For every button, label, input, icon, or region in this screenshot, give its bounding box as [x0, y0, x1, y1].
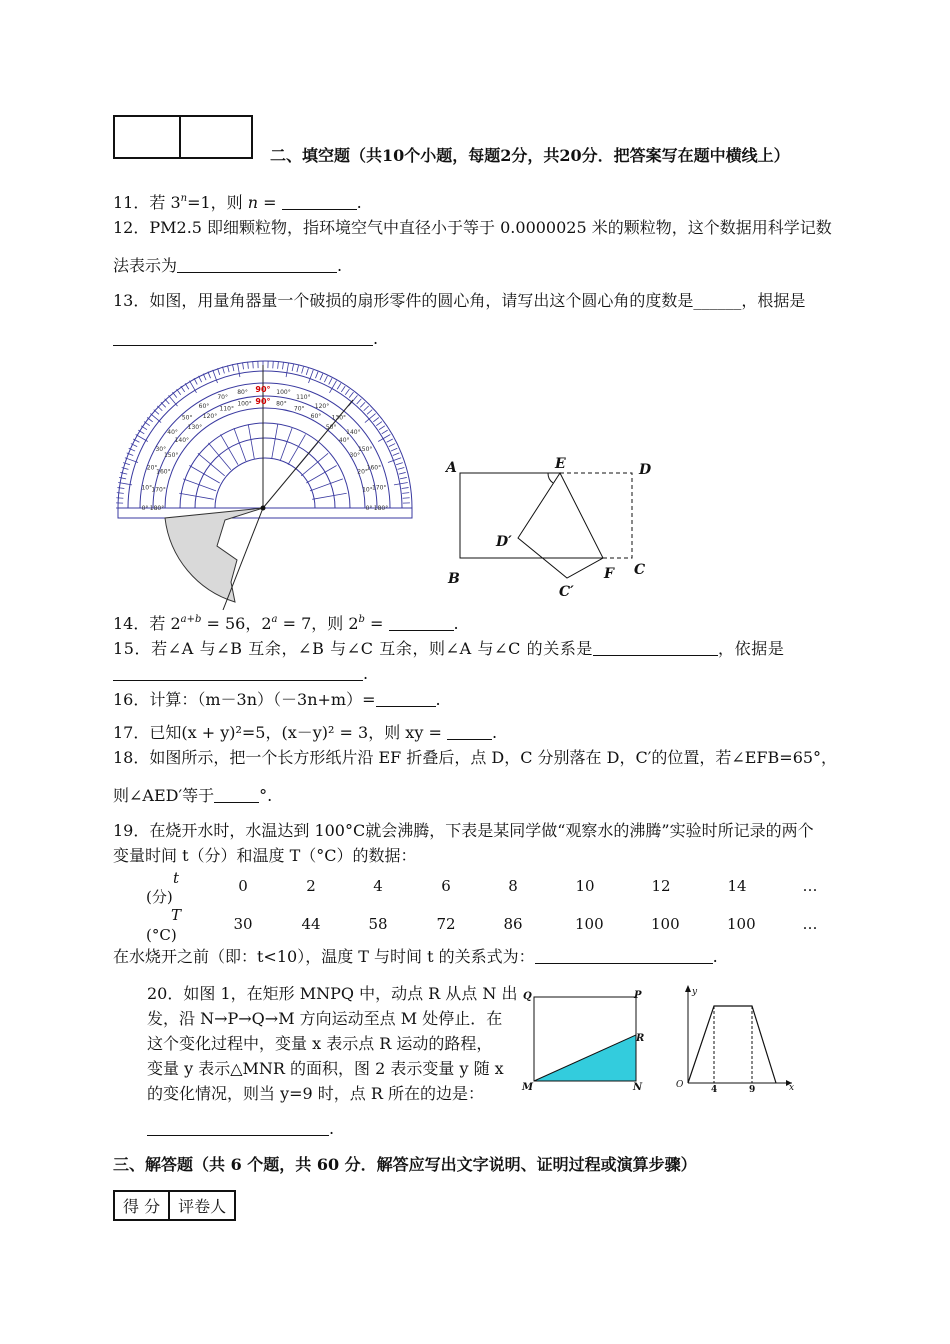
sector-part	[165, 508, 263, 602]
protractor-label: 70°	[293, 405, 305, 413]
question-15-line2: .	[113, 663, 368, 685]
protractor-tick	[389, 444, 395, 447]
table-cell: 2	[306, 877, 316, 895]
label-C: C	[634, 562, 646, 578]
protractor-tick	[237, 363, 239, 377]
protractor-tick	[194, 378, 197, 384]
protractor-label: 0°	[365, 505, 373, 512]
protractor-tick	[394, 482, 408, 484]
svg-text:M: M	[522, 1082, 534, 1093]
protractor-tick	[278, 362, 279, 369]
question-20-line: 这个变化过程中，变量 x 表示点 R 运动的路程，	[147, 1034, 493, 1053]
protractor-spoke	[272, 424, 278, 458]
protractor-label: 140°	[174, 436, 190, 444]
question-18-line1: 18．如图所示，把一个长方形纸片沿 EF 折叠后，点 D，C 分别落在 D，C′的位置，若∠EFB=65°，	[113, 748, 838, 767]
table-t-unit: (分)	[146, 888, 173, 906]
protractor-label: 70°	[217, 394, 228, 402]
protractor-label: 40°	[338, 436, 350, 444]
protractor-label: 80°	[276, 400, 287, 408]
protractor-label: 50°	[181, 414, 193, 422]
question-16: 16．计算：（m－3n）（－3n+m）= .	[113, 690, 441, 709]
question-17: 17．已知(x + y)²=5，(x－y)² = 3，则 xy = .	[113, 723, 498, 742]
protractor-tick	[382, 430, 388, 434]
protractor-label: 180°	[149, 505, 165, 512]
protractor-tick	[357, 399, 362, 404]
protractor-tick	[402, 488, 409, 489]
svg-text:x: x	[789, 1083, 795, 1093]
protractor-label: 160°	[366, 464, 382, 472]
protractor-label: 40°	[167, 429, 178, 437]
protractor-tick	[396, 463, 403, 465]
svg-text:9: 9	[749, 1085, 756, 1095]
svg-text:R: R	[636, 1033, 645, 1044]
protractor-tick	[315, 372, 318, 378]
question-20-line: 发，沿 N→P→Q→M 方向运动至点 M 处停止．在	[147, 1009, 503, 1028]
protractor-label: 90°	[255, 397, 271, 406]
protractor-spoke	[312, 493, 346, 499]
table-cell: 100	[575, 915, 604, 933]
question-18-line2: 则∠AED′等于 °.	[113, 786, 273, 805]
table-T-var: T	[171, 906, 182, 924]
protractor-tick	[367, 410, 372, 415]
question-12-line1: 12．PM2.5 即细颗粒物，指环境空气中直径小于等于 0.0000025 米的颗粒物，这个数据用科学记数	[113, 218, 832, 237]
question-14: 14．若 $2^{a+b} = 56$，$2^a = 7$，则 $2^b$ = .	[113, 614, 459, 633]
question-20-line: 变量 y 表示△MNR 的面积，图 2 表示变量 y 随 x	[147, 1059, 504, 1078]
protractor-tick	[398, 467, 405, 469]
protractor-tick	[117, 493, 124, 494]
protractor-tick	[388, 458, 401, 463]
question-20-line: 的变化情况，则当 y=9 时，点 R 所在的边是：	[147, 1084, 485, 1103]
label-B: B	[448, 571, 460, 587]
protractor-label: 0°	[141, 505, 149, 512]
section3-title: 三、解答题（共 6 个题，共 60 分．解答应写出文字说明、证明过程或演算步骤）	[113, 1155, 697, 1174]
question-19-line3: 在水烧开之前（即：t<10），温度 T 与时间 t 的关系式为： .	[113, 947, 718, 966]
protractor-tick	[400, 477, 407, 478]
protractor-label: 100°	[276, 388, 291, 396]
svg-text:N: N	[633, 1082, 643, 1093]
protractor-tick	[232, 364, 233, 371]
svg-text:Q: Q	[523, 991, 532, 1002]
protractor-tick	[379, 426, 385, 430]
protractor-label: 150°	[163, 452, 179, 459]
protractor-tick	[349, 392, 353, 398]
protractor-tick	[376, 422, 382, 426]
label-E: E	[555, 456, 566, 472]
protractor-tick	[402, 493, 409, 494]
protractor-label: 10°	[362, 486, 373, 494]
table-t-var: t	[173, 869, 180, 887]
protractor-tick	[297, 365, 299, 372]
question-13-line1: 13．如图，用量角器量一个破损的扇形零件的圆心角，请写出这个圆心角的度数是______，根据是	[113, 291, 806, 310]
protractor-tick	[154, 410, 159, 415]
protractor-label: 30°	[155, 446, 167, 453]
protractor-tick	[364, 406, 369, 411]
question-19-line2: 变量时间 t（分）和温度 T（°C）的数据：	[113, 846, 417, 865]
protractor-tick	[161, 402, 166, 407]
protractor-label: 130°	[331, 414, 347, 422]
protractor-label: 110°	[219, 405, 234, 413]
question-19-line1: 19．在烧开水时，水温达到 100°C就会沸腾，下表是某同学做“观察水的沸腾”实验时所记录的两个	[113, 821, 814, 840]
protractor-tick	[373, 417, 379, 421]
protractor-tick	[329, 378, 332, 384]
protractor-tick	[181, 386, 185, 392]
protractor-tick	[120, 472, 127, 474]
table-cell: 6	[441, 877, 451, 895]
protractor-label: 100°	[237, 400, 252, 408]
question-12-line2: 法表示为 .	[113, 256, 343, 275]
protractor-tick	[282, 362, 283, 369]
protractor-label: 170°	[371, 484, 387, 492]
protractor-tick	[208, 372, 211, 378]
question-13-line2: .	[113, 328, 378, 350]
table-cell: 12	[651, 877, 671, 895]
protractor-tick	[324, 376, 327, 382]
score-box	[113, 115, 253, 159]
protractor-label: 120°	[314, 402, 330, 410]
protractor-label: 150°	[357, 446, 373, 453]
table-cell: 14	[727, 877, 747, 895]
table-cell: 44	[301, 915, 321, 933]
score-table	[113, 1190, 236, 1221]
question-15-line1: 15．若∠A 与∠B 互余，∠B 与∠C 互余，则∠A 与∠C 的关系是 ，依据是	[113, 639, 785, 658]
protractor-tick	[306, 368, 308, 375]
protractor-figure	[113, 360, 418, 610]
protractor-tick	[393, 453, 399, 456]
q20-figure2	[670, 980, 805, 1095]
protractor-tick	[199, 376, 202, 382]
protractor-tick	[399, 472, 406, 474]
fold-figure	[440, 450, 665, 605]
protractor-spoke	[310, 479, 343, 491]
label-D-prime: D′	[496, 534, 512, 550]
label-F: F	[604, 566, 614, 582]
protractor-tick	[185, 383, 189, 389]
protractor-tick	[337, 383, 341, 389]
protractor-label: 60°	[310, 413, 322, 421]
protractor-tick	[117, 488, 124, 489]
table-cell: …	[802, 915, 818, 933]
table-cell: 100	[651, 915, 680, 933]
table-cell: …	[802, 877, 818, 895]
protractor-spoke	[183, 479, 216, 491]
svg-text:4: 4	[711, 1085, 718, 1095]
table-cell: 72	[436, 915, 456, 933]
protractor-spoke	[280, 428, 292, 461]
table-T-unit: (°C)	[146, 926, 177, 944]
protractor-label: 20°	[357, 468, 368, 476]
protractor-tick	[136, 435, 148, 442]
protractor-tick	[391, 448, 397, 451]
table-cell: 10	[575, 877, 595, 895]
protractor-tick	[157, 406, 162, 411]
svg-text:O: O	[676, 1080, 684, 1090]
protractor-label: 110°	[296, 394, 311, 402]
protractor-tick	[345, 389, 349, 395]
protractor-label: 50°	[325, 423, 337, 431]
table-cell: 8	[508, 877, 518, 895]
protractor-tick	[203, 374, 206, 380]
protractor-tick	[292, 364, 293, 371]
grader-cell: 评卷人	[169, 1191, 235, 1220]
protractor-tick	[341, 386, 345, 392]
protractor-tick	[125, 458, 138, 463]
protractor-tick	[248, 362, 249, 369]
protractor-tick	[286, 363, 288, 377]
table-cell: 100	[727, 915, 756, 933]
protractor-label: 120°	[202, 413, 218, 421]
label-C-prime: C′	[559, 584, 574, 600]
protractor-tick	[320, 374, 323, 380]
protractor-tick	[302, 367, 304, 374]
protractor-tick	[227, 365, 229, 372]
table-cell: 86	[503, 915, 523, 933]
protractor-label: 30°	[349, 452, 361, 459]
question-20-answer: .	[147, 1118, 334, 1140]
protractor-tick	[243, 362, 244, 369]
protractor-tick	[177, 389, 181, 395]
label-A: A	[446, 460, 457, 476]
q20-figure1	[518, 985, 653, 1095]
protractor-label: 60°	[198, 402, 210, 410]
table-cell: 4	[373, 877, 383, 895]
protractor-tick	[218, 368, 220, 375]
protractor-spoke	[248, 424, 254, 458]
protractor-label: 10°	[141, 484, 153, 492]
protractor-label: 140°	[346, 429, 361, 437]
svg-text:P: P	[634, 990, 642, 1001]
protractor-tick	[165, 399, 170, 404]
label-D: D	[639, 462, 652, 478]
table-cell: 58	[368, 915, 388, 933]
protractor-tick	[308, 370, 313, 383]
section2-title: 二、填空题（共10个小题，每题2分，共20分．把答案写在题中横线上）	[270, 146, 790, 165]
protractor-tick	[172, 392, 176, 398]
question-20-line: 20．如图 1，在矩形 MNPQ 中，动点 R 从点 N 出	[147, 984, 518, 1003]
table-cell: 30	[233, 915, 253, 933]
question-11: 11．若 $3^n=1$，则 n = .	[113, 193, 362, 212]
protractor-label: 90°	[255, 385, 271, 394]
protractor-label: 170°	[151, 486, 166, 494]
svg-text:y: y	[692, 987, 698, 997]
protractor-label: 130°	[187, 423, 203, 431]
protractor-tick	[360, 402, 365, 407]
protractor-label: 180°	[373, 505, 389, 512]
protractor-label: 80°	[237, 388, 248, 396]
score-cell: 得 分	[114, 1191, 169, 1220]
protractor-tick	[119, 477, 126, 478]
protractor-label: 20°	[146, 464, 158, 472]
table-cell: 0	[238, 877, 248, 895]
protractor-tick	[222, 367, 224, 374]
protractor-tick	[122, 467, 129, 469]
protractor-label: 160°	[156, 468, 171, 476]
protractor-tick	[387, 439, 393, 442]
